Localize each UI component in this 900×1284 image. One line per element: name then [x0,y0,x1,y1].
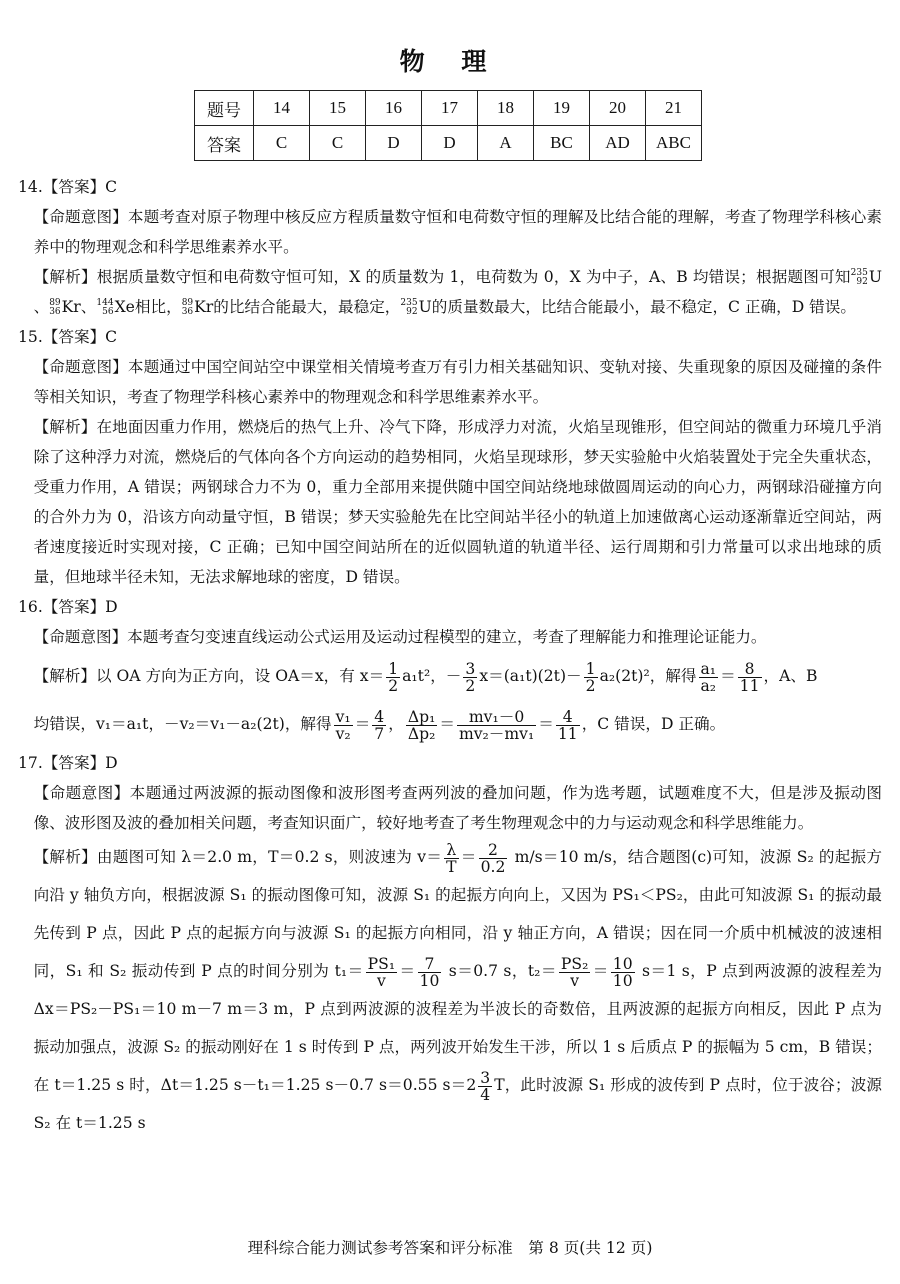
answer-cell: D [422,126,478,161]
q17-text: m/s＝10 m/s，结合题图(c)可知，波源 S₂ 的起振方向沿 y 轴负方向，根据波源 S₁ 的振动图像可知，波源 S₁ 的起振方向向上，又因为 PS₁＜PS₂，由此可知波源 S₁ 的振动最先传到 P 点，因此 P 点的起振方向与波源 S₁ 的起振方向相同，沿 y 轴正方向，A 错误；因在同一介质中机械波的波速相同，S₁ 和 S₂ 振动传到 P 点的时间分别为 t₁＝ [33,848,882,980]
fraction: $\frac{2}{0.2}$ [480,840,506,876]
question-number: 18 [478,91,534,126]
q17-text: ＝ [460,848,477,866]
q15-intent: 【命题意图】本题通过中国空间站空中课堂相关情境考查万有引力相关基础知识、变轨对接、失重现象的原因及碰撞的条件等相关知识，考查了物理学科核心素养中的物理观念和科学思维素养水平。 [33,358,882,406]
question-number: 15 [310,91,366,126]
q16-text: a₁t²，－ [402,667,462,685]
fraction: $\frac{\lambda}{T}$ [446,840,457,876]
q14-analysis: 【解析】根据质量数守恒和电荷数守恒可知，X 的质量数为 1，电荷数为 0，X 为中子，A、B 均错误；根据题图可知235 92U、89 36Kr、144 56Xe相比，89 36Kr的比结合能最大，最稳定，235 92U的质量数最大，比结合能最小，最不稳定，C 正确，D 错误。 [18,262,882,322]
answer-cell: C [310,126,366,161]
q15-answer: 15.【答案】C [18,328,118,346]
page-title: 物 理 [399,47,501,76]
answer-table-number-row [195,91,702,126]
fraction: $\frac{3}{4}$ [480,1068,491,1104]
answer-cell: BC [534,126,590,161]
q16-intent: 【命题意图】本题考查匀变速直线运动公式运用及运动过程模型的建立，考查了理解能力和推理论证能力。 [33,628,767,646]
answer-explanations [18,172,882,1142]
q16-analysis: 【解析】以 OA 方向为正方向，设 OA＝x，有 x＝ $\frac{1}{2}$ a₁t²，－ $\frac{3}{2}$ x＝(a₁t)(2t)－ $\frac{1}{2}$ a₂(2t)²，解得 $\frac{\text{a₁}}{\text{a₂}}$ ＝ $\frac{8}{11}$ ，A、B 均错误，v₁＝a₁t，－v₂＝v₁－a₂(2t)，解得 $\frac{\text{v₁}}{\text{v₂}}$ ＝ $\frac{4}{7}$ ， $\frac{\text{Δp₁}}{\text{Δp₂}}$ ＝ $\frac{\text{mv₁－0}}{\text{mv₂－mv₁}}$ ＝ $\frac{4}{11}$ ，C 错误，D 正确。 [33,659,818,743]
q14-analysis-c: 的比结合能最大，最稳定， [213,298,401,316]
nuclide-kr89: 89 36Kr [181,298,214,317]
q14-analysis-d: 的质量数最大，比结合能最小，最不稳定，C 正确，D 错误。 [431,298,856,316]
row-label: 答案 [195,126,254,161]
answer-table-answer-row [195,126,702,161]
page-footer: 理科综合能力测试参考答案和评分标准 第 8 页(共 12 页) [247,1239,653,1257]
nuclide-u235: 235 92U [400,298,432,317]
fraction: $\frac{1}{2}$ [585,659,596,695]
q17-text: s＝1 s，P 点到两波源的波程差为 Δx＝PS₂－PS₁＝10 m－7 m＝3 m，P 点到两波源的波程差为半波长的奇数倍，且两波源的起振方向相反，因此 P 点为振动加强点，波源 S₂ 的振动刚好在 1 s 时传到 P 点，两列波开始发生干涉，所以 1 s 后质点 P 的振幅为 5 cm，B 错误；在 t＝1.25 s 时，Δt＝1.25 s－t₁＝1.25 s－0.7 s＝0.55 s＝2 [33,962,882,1094]
q14-analysis-b: 相比， [134,298,182,316]
answer-cell: D [366,126,422,161]
answer-cell: C [254,126,310,161]
nuclide-u235: 235 92U [850,268,882,287]
row-label: 题号 [195,91,254,126]
fraction: $\frac{10}{10}$ [612,954,633,990]
question-number: 17 [422,91,478,126]
q16-text: a₂(2t)²，解得 [599,667,697,685]
q14-analysis-a: 【解析】根据质量数守恒和电荷数守恒可知，X 的质量数为 1，电荷数为 0，X 为中子，A、B 均错误；根据题图可知 [33,268,851,286]
fraction: $\frac{1}{2}$ [388,659,399,695]
q14-answer: 14.【答案】C [18,178,118,196]
answer-cell: ABC [646,126,702,161]
nuclide-kr89: 89 36Kr [49,298,81,317]
q16-text: 均错误，v₁＝a₁t，－v₂＝v₁－a₂(2t)，解得 [33,715,332,733]
fraction: $\frac{8}{11}$ [739,659,760,695]
q17-answer: 17.【答案】D [18,754,118,772]
q16-text: 【解析】以 OA 方向为正方向，设 OA＝x，有 x＝ [33,667,385,685]
q17-text: T，此时波源 S₁ 形成的波传到 P 点时，位于波谷；波源 S₂ 在 t＝1.25 s [33,1076,883,1132]
fraction: $\frac{\text{Δp₁}}{\text{Δp₂}}$ [407,707,436,743]
q16-answer: 16.【答案】D [18,598,118,616]
q16-text: ，C 错误，D 正确。 [581,715,726,733]
q17-intent: 【命题意图】本题通过两波源的振动图像和波形图考查两列波的叠加问题，作为选考题，试题难度不大，但是涉及振动图像、波形图及波的叠加相关问题，考查知识面广，较好地考查了考生物理观念中的力与运动观念和科学思维能力。 [33,784,882,832]
nuclide-xe144: 144 56Xe [96,298,135,317]
fraction: $\frac{\text{a₁}}{\text{a₂}}$ [700,659,717,695]
question-number: 16 [366,91,422,126]
fraction: $\frac{\text{PS₁}}{v}$ [367,954,396,990]
answer-cell: A [478,126,534,161]
fraction: $\frac{\text{mv₁－0}}{\text{mv₂－mv₁}}$ [458,707,535,743]
fraction: $\frac{\text{v₁}}{\text{v₂}}$ [335,707,351,743]
fraction: $\frac{4}{7}$ [374,707,385,743]
q17-text: s＝0.7 s，t₂ [443,962,541,980]
fraction: $\frac{7}{10}$ [419,954,440,990]
q17-analysis: 【解析】由题图可知 λ＝2.0 m，T＝0.2 s，则波速为 v＝ $\frac{\lambda}{T}$ ＝ $\frac{2}{0.2}$ m/s＝10 m/s，结合题图(c)可知，波源 S₂ 的起振方向沿 y 轴负方向，根据波源 S₁ 的振动图像可知，波源 S₁ 的起振方向向上，又因为 PS₁＜PS₂，由此可知波源 S₁ 的振动最先传到 P 点，因此 P 点的起振方向与波源 S₁ 的起振方向相同，沿 y 轴正方向，A 错误；因在同一介质中机械波的波速相同，S₁ 和 S₂ 振动传到 P 点的时间分别为 t₁＝ $\frac{\text{PS₁}}{v}$ ＝ $\frac{7}{10}$ s＝0.7 s，t₂＝ $\frac{\text{PS₂}}{v}$ ＝ $\frac{10}{10}$ s＝1 s，P 点到两波源的波程差为 Δx＝PS₂－PS₁＝10 m－7 m＝3 m，P 点到两波源的波程差为半波长的奇数倍，且两波源的起振方向相反，因此 P 点为振动加强点，波源 S₂ 的振动刚好在 1 s 时传到 P 点，两列波开始发生干涉，所以 1 s 后质点 P 的振幅为 5 cm，B 错误；在 t＝1.25 s 时，Δt＝1.25 s－t₁＝1.25 s－0.7 s＝0.55 s＝2 $\frac{3}{4}$ T，此时波源 S₁ 形成的波传到 P 点时，位于波谷；波源 S₂ 在 t＝1.25 s [33,840,883,1132]
q17-text: 【解析】由题图可知 λ＝2.0 m，T＝0.2 s，则波速为 v＝ [33,848,443,866]
q17-text: ＝ [540,962,557,980]
fraction: $\frac{3}{2}$ [465,659,476,695]
fraction: $\frac{\text{PS₂}}{v}$ [560,954,589,990]
answer-table [194,90,702,161]
q15-analysis: 【解析】在地面因重力作用，燃烧后的热气上升、冷气下降，形成浮力对流，火焰呈现锥形，但空间站的微重力环境几乎消除了这种浮力对流，燃烧后的气体向各个方向运动的趋势相同，火焰呈现球形，梦天实验舱中火焰装置处于完全失重状态，受重力作用，A 错误；两钢球合力不为 0，重力全部用来提供随中国空间站绕地球做圆周运动的向心力，两钢球沿碰撞方向的合外力为 0，沿该方向动量守恒，B 错误；梦天实验舱先在比空间站半径小的轨道上加速做离心运动逐渐靠近空间站，两者速度接近时实现对接，C 正确；已知中国空间站所在的近似圆轨道的轨道半径、运行周期和引力常量可以求出地球的质量，但地球半径未知，无法求解地球的密度，D 错误。 [33,418,882,586]
question-number: 21 [646,91,702,126]
q16-text: ，A、B [763,667,818,685]
answer-cell: AD [590,126,646,161]
question-number: 14 [254,91,310,126]
q14-intent: 【命题意图】本题考查对原子物理中核反应方程质量数守恒和电荷数守恒的理解及比结合能的理解，考查了物理学科核心素养中的物理观念和科学思维素养水平。 [33,208,882,256]
question-number: 19 [534,91,590,126]
question-number: 20 [590,91,646,126]
q16-text: x＝(a₁t)(2t)－ [479,667,582,685]
fraction: $\frac{4}{11}$ [557,707,578,743]
